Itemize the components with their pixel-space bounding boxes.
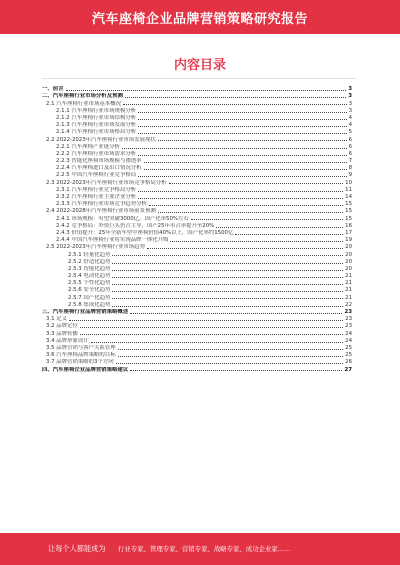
- toc-leader-dots: [170, 241, 343, 242]
- toc-entry-title: 2.1 汽车座椅行业市场基本概况: [46, 100, 121, 107]
- toc-entry-title: 二、汽车座椅行业市场分析及预测: [42, 93, 123, 100]
- toc-leader-dots: [69, 320, 343, 321]
- toc-leader-dots: [235, 234, 343, 235]
- toc-entry-title: 2.2.4 汽车座椅进口及出口情况分析: [56, 165, 142, 172]
- toc-entry-page: 14: [345, 194, 352, 200]
- toc-entry-title: 3.6 汽车座椅品牌策略的目标: [46, 352, 116, 359]
- toc-entry[interactable]: [42, 337, 352, 344]
- toc-entry-page: 15: [345, 201, 352, 208]
- toc-entry-page: 25: [345, 352, 352, 359]
- toc-entry-title: 2.5.8 集成化趋势: [68, 301, 111, 308]
- toc-entry-page: 15: [345, 215, 352, 222]
- toc-entry-title: 3.1 定义: [46, 316, 68, 323]
- toc-entry[interactable]: [42, 207, 352, 214]
- toc-leader-dots: [138, 133, 346, 134]
- table-of-contents: [42, 85, 352, 373]
- toc-entry-title: 2.5.5 个性化趋势: [68, 280, 111, 287]
- toc-entry-page: 6: [348, 150, 352, 157]
- toc-leader-dots: [122, 148, 347, 149]
- toc-entry[interactable]: [42, 329, 352, 336]
- toc-entry-title: 3.2 品牌定位: [46, 323, 78, 330]
- toc-entry[interactable]: [42, 128, 352, 135]
- toc-entry-page: 24: [345, 330, 352, 337]
- toc-entry-title: 2.5 2022-2023年汽车座椅行业市场趋势: [46, 244, 145, 251]
- toc-entry[interactable]: [42, 85, 352, 92]
- toc-entry-page: 3: [348, 100, 352, 107]
- toc-entry[interactable]: [42, 250, 352, 257]
- toc-entry[interactable]: [42, 193, 352, 200]
- toc-entry-title: 2.1.1 汽车座椅行业市场规模分析: [56, 107, 137, 114]
- toc-leader-dots: [91, 342, 344, 343]
- toc-leader-dots: [118, 356, 344, 357]
- toc-leader-dots: [66, 90, 347, 91]
- toc-entry[interactable]: [42, 286, 352, 293]
- toc-leader-dots: [112, 270, 343, 271]
- toc-entry[interactable]: [42, 114, 352, 121]
- toc-entry-title: 2.5.3 智能化趋势: [68, 265, 111, 272]
- toc-entry[interactable]: [42, 107, 352, 114]
- toc-entry-page: 27: [344, 366, 352, 373]
- toc-entry[interactable]: [42, 365, 352, 372]
- toc-leader-dots: [112, 277, 343, 278]
- toc-leader-dots: [112, 306, 343, 307]
- footer-slogan-right: 行业专家、管理专家、营销专家、战略专家、成功企业家……: [118, 545, 291, 553]
- toc-entry-page: 9: [348, 172, 352, 179]
- toc-entry-page: 21: [345, 280, 352, 287]
- toc-entry[interactable]: [42, 265, 352, 272]
- toc-entry[interactable]: [42, 135, 352, 142]
- toc-entry-title: 2.4.3 价值提升：25年全新车型中座椅价值40%以上，国产化率约1500亿: [56, 229, 234, 236]
- toc-entry-page: 3: [348, 107, 352, 114]
- toc-leader-dots: [112, 255, 343, 256]
- toc-entry[interactable]: [42, 236, 352, 243]
- toc-leader-dots: [112, 263, 343, 264]
- toc-entry[interactable]: [42, 200, 352, 207]
- toc-leader-dots: [138, 198, 343, 199]
- toc-entry-page: 5: [348, 129, 352, 136]
- divider: [42, 78, 356, 79]
- toc-entry[interactable]: [42, 222, 352, 229]
- toc-entry-page: 20: [345, 244, 352, 251]
- toc-entry-page: 6: [348, 136, 352, 143]
- toc-entry-page: 20: [345, 265, 352, 272]
- toc-leader-dots: [138, 176, 346, 177]
- toc-entry-page: 4: [348, 114, 352, 121]
- toc-leader-dots: [130, 313, 342, 314]
- toc-leader-dots: [118, 349, 344, 350]
- toc-entry[interactable]: [42, 121, 352, 128]
- toc-entry-title: 2.3.3 汽车座椅行业市场竞争趋势分析: [56, 201, 147, 208]
- toc-leader-dots: [158, 212, 343, 213]
- toc-entry[interactable]: [42, 99, 352, 106]
- toc-entry-page: 17: [345, 229, 352, 236]
- toc-leader-dots: [138, 112, 346, 113]
- toc-entry[interactable]: [42, 322, 352, 329]
- toc-entry-title: 2.5.4 电动化趋势: [68, 273, 111, 280]
- toc-entry[interactable]: [42, 258, 352, 265]
- toc-entry[interactable]: [42, 229, 352, 236]
- toc-entry-page: 21: [345, 273, 352, 280]
- toc-entry-title: 2.5.6 安全化趋势: [68, 287, 111, 294]
- toc-leader-dots: [80, 327, 343, 328]
- toc-heading: 内容目录: [173, 58, 226, 73]
- toc-entry-title: 2.2 2022-2023年汽车座椅行业市场发展现状: [46, 136, 156, 143]
- toc-leader-dots: [169, 183, 344, 184]
- toc-entry-title: 3.5 品牌营销与客户关系管理: [46, 344, 116, 351]
- toc-entry-page: 21: [345, 294, 352, 301]
- toc-leader-dots: [144, 169, 347, 170]
- report-title: 汽车座椅企业品牌营销策略研究报告: [91, 12, 308, 27]
- toc-entry[interactable]: [42, 315, 352, 322]
- toc-entry-page: 3: [348, 86, 352, 93]
- toc-entry[interactable]: [42, 344, 352, 351]
- toc-entry-title: 2.5.2 舒适化趋势: [68, 258, 111, 265]
- toc-entry-title: 2.2.2 汽车座椅行业市场需求分析: [56, 150, 137, 157]
- toc-entry[interactable]: [42, 164, 352, 171]
- toc-entry-title: 2.1.2 汽车座椅行业市场结构分析: [56, 114, 137, 121]
- toc-entry-title: 三、汽车座椅行业品牌营销策略概述: [42, 309, 129, 315]
- toc-entry-title: 3.3 品牌传播: [46, 330, 78, 337]
- toc-leader-dots: [138, 191, 343, 192]
- toc-entry-page: 23: [345, 316, 352, 323]
- toc-leader-dots: [147, 248, 343, 249]
- toc-entry-title: 2.4 2022-2028年汽车座椅行业市场前景预测: [46, 208, 156, 215]
- toc-entry-title: 2.4.1 市场规模：有望突破3000亿，国产化率50%左右: [56, 215, 189, 222]
- toc-leader-dots: [112, 291, 343, 292]
- toc-entry[interactable]: [42, 272, 352, 279]
- toc-leader-dots: [123, 104, 347, 105]
- toc-entry-title: 3.7 品牌营销策略的3个方向: [46, 359, 114, 366]
- toc-entry[interactable]: [42, 143, 352, 150]
- toc-entry[interactable]: [42, 171, 352, 178]
- toc-entry-page: 16: [345, 222, 352, 229]
- toc-entry-page: 11: [345, 186, 352, 193]
- toc-entry-page: 25: [345, 344, 352, 351]
- toc-leader-dots: [158, 140, 347, 141]
- toc-entry-page: 23: [344, 309, 352, 315]
- toc-entry[interactable]: [42, 351, 352, 358]
- toc-entry[interactable]: [42, 293, 352, 300]
- toc-leader-dots: [191, 219, 343, 220]
- toc-entry-page: 22: [345, 301, 352, 308]
- toc-entry[interactable]: [42, 92, 352, 99]
- toc-leader-dots: [144, 162, 347, 163]
- toc-entry-page: 20: [345, 258, 352, 265]
- toc-entry-title: 一、前言: [42, 86, 64, 93]
- toc-leader-dots: [130, 370, 342, 371]
- toc-entry[interactable]: [42, 358, 352, 365]
- toc-entry-title: 2.2.5 中国汽车座椅行业竞争格局: [56, 172, 137, 179]
- toc-entry[interactable]: [42, 178, 352, 185]
- toc-entry[interactable]: [42, 301, 352, 308]
- toc-entry-page: 26: [345, 359, 352, 366]
- toc-leader-dots: [112, 298, 343, 299]
- toc-leader-dots: [138, 155, 346, 156]
- toc-leader-dots: [112, 284, 343, 285]
- toc-leader-dots: [138, 126, 346, 127]
- page-footer: [0, 533, 400, 565]
- toc-leader-dots: [125, 97, 346, 98]
- toc-leader-dots: [80, 334, 343, 335]
- toc-entry-title: 四、汽车座椅企业品牌营销策略建议: [42, 366, 129, 373]
- toc-entry-title: 2.4.4 中国汽车座椅行业将实现品牌一体化升级: [56, 237, 169, 244]
- toc-entry-title: 2.3.1 汽车座椅行业竞争格局分析: [56, 186, 137, 193]
- toc-entry-page: 10: [345, 179, 352, 186]
- toc-entry[interactable]: [42, 214, 352, 221]
- toc-entry-title: 2.2.1 汽车座椅产业链分析: [56, 143, 120, 150]
- toc-entry-page: 7: [348, 158, 352, 165]
- toc-entry-page: 8: [348, 165, 352, 172]
- toc-entry-page: 15: [345, 208, 352, 215]
- toc-entry[interactable]: [42, 150, 352, 157]
- page-header: [0, 0, 400, 34]
- toc-leader-dots: [116, 363, 344, 364]
- toc-entry-page: 24: [345, 337, 352, 344]
- toc-entry-title: 2.1.3 汽车座椅行业市场发展分析: [56, 122, 137, 129]
- toc-entry[interactable]: [42, 243, 352, 250]
- toc-entry[interactable]: [42, 157, 352, 164]
- toc-entry-title: 2.3.2 汽车座椅行业主要企业分析: [56, 194, 137, 200]
- toc-entry-title: 2.5.1 轻量化趋势: [68, 251, 111, 258]
- toc-entry[interactable]: [42, 279, 352, 286]
- toc-leader-dots: [149, 205, 343, 206]
- toc-entry-title: 3.4 品牌形象设计: [46, 337, 89, 344]
- toc-entry[interactable]: [42, 186, 352, 193]
- toc-entry-page: 6: [348, 143, 352, 150]
- toc-entry-page: 23: [345, 323, 352, 330]
- toc-entry-title: 2.1.4 汽车座椅行业市场格局分析: [56, 129, 137, 136]
- toc-entry[interactable]: [42, 308, 352, 315]
- toc-entry-page: 3: [348, 93, 352, 100]
- toc-leader-dots: [216, 227, 343, 228]
- toc-entry-page: 4: [348, 122, 352, 129]
- toc-entry-title: 2.4.2 竞争格局：外资巨头仍占主导，国产25年市占率提升至20%: [56, 222, 215, 229]
- toc-entry-title: 2.5.7 国产化趋势: [68, 294, 111, 301]
- toc-leader-dots: [138, 119, 346, 120]
- toc-entry-page: 19: [345, 237, 352, 244]
- footer-slogan-left: 让每个人都能成为: [48, 544, 106, 553]
- toc-entry-page: 21: [345, 287, 352, 294]
- toc-entry-title: 2.2.3 智能化座椅市场规模与渗透率: [56, 158, 142, 165]
- toc-entry-title: 2.3 2022-2023年汽车座椅行业市场竞争格局分析: [46, 179, 167, 186]
- toc-entry-page: 20: [345, 251, 352, 258]
